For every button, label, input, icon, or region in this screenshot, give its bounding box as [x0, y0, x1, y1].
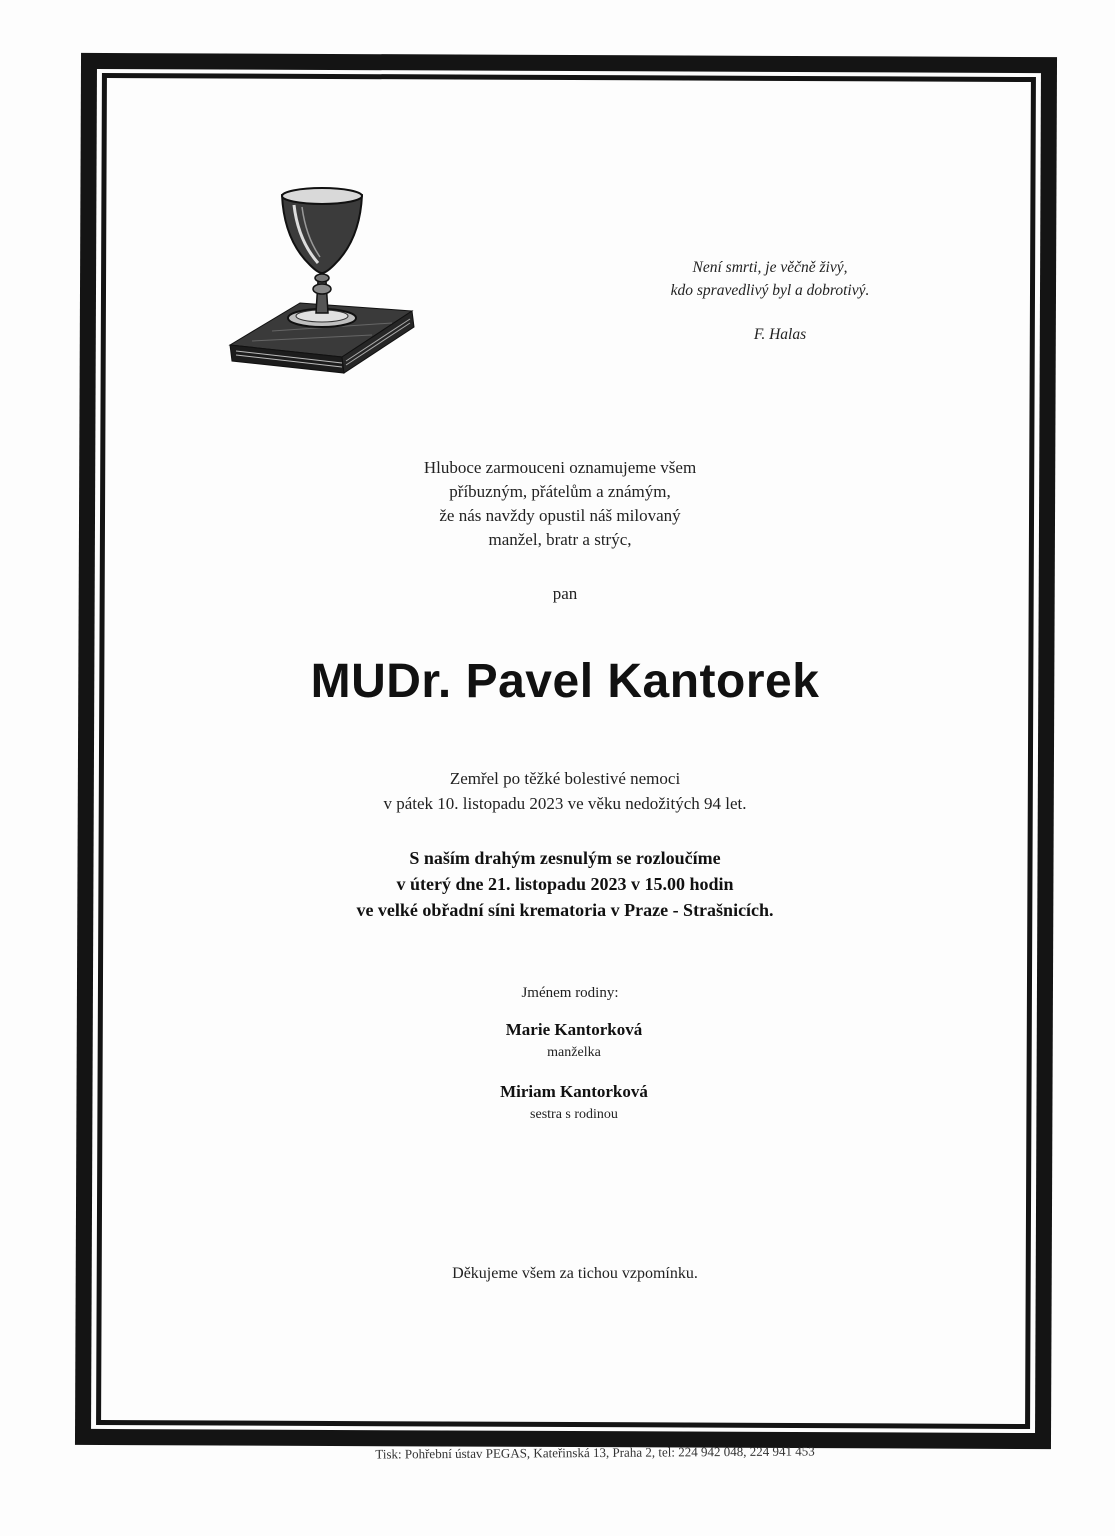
thanks-note: Děkujeme všem za tichou vzpomínku. [452, 1265, 698, 1282]
family-member-name: Miriam Kantorková [500, 1082, 648, 1101]
ceremony-line-2: v úterý dne 21. listopadu 2023 v 15.00 hodin [396, 874, 734, 894]
quote-line-1: Není smrti, je věčně živý, [692, 259, 848, 276]
family-member-name: Marie Kantorková [505, 1020, 643, 1039]
death-info-line-1: Zemřel po těžké bolestivé nemoci [449, 769, 681, 788]
quote-author: F. Halas [753, 326, 807, 343]
announcement-line-3: že nás navždy opustil náš milovaný [439, 506, 681, 525]
quote [640, 256, 900, 302]
death-info-line-2: v pátek 10. listopadu 2023 ve věku nedožitých 94 let. [383, 794, 747, 813]
chalice-on-book-icon [222, 185, 422, 380]
family-label: Jménem rodiny: [521, 985, 619, 1001]
death-info [315, 766, 815, 816]
announcement [330, 456, 790, 552]
announcement-line-1: Hluboce zarmouceni oznamujeme všem [423, 458, 697, 477]
family-member-relation: sestra s rodinou [530, 1107, 618, 1122]
ceremony-info [265, 845, 865, 923]
announcement-line-2: příbuzným, přátelům a známým, [449, 482, 671, 501]
printer-footer: Tisk: Pohřební ústav PEGAS, Kateřinská 13, Praha 2, tel: 224 942 048, 224 941 453 [375, 1443, 815, 1462]
deceased-name: MUDr. Pavel Kantorek [310, 655, 820, 708]
family-member-relation: manželka [547, 1045, 601, 1060]
honorific: pan [552, 584, 578, 603]
ceremony-line-3: ve velké obřadní síni krematoria v Praze - Strašnicích. [356, 900, 774, 920]
quote-line-2: kdo spravedlivý byl a dobrotivý. [670, 282, 870, 299]
ceremony-line-1: S naším drahým zesnulým se rozloučíme [409, 848, 721, 868]
announcement-line-4: manžel, bratr a strýc, [488, 530, 632, 549]
